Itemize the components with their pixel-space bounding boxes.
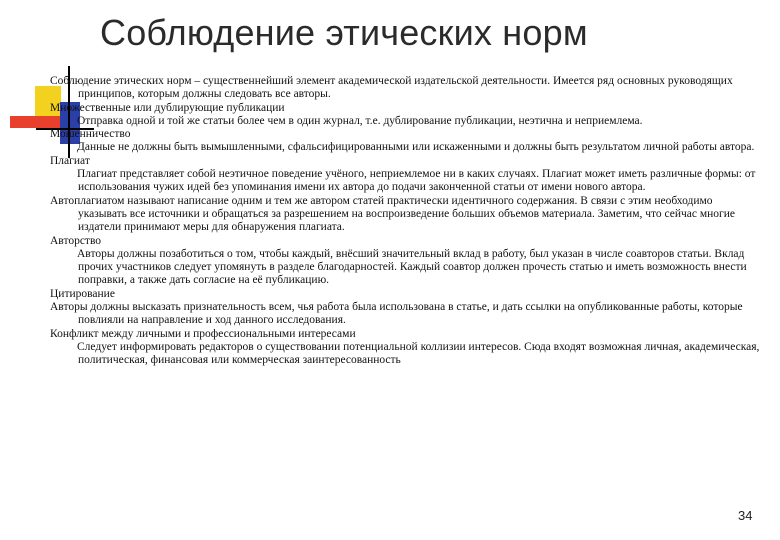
slide-body bbox=[50, 75, 762, 368]
paragraph-plagiarism: Плагиат представляет собой неэтичное поведение учёного, неприемлемое ни в каких случаях. Плагиат может иметь различные формы: от использования чужих идей без упоминания имени их автора до подачи законченной статьи от имени нового автора. bbox=[77, 168, 756, 194]
paragraph-self-plagiarism: Автоплагиатом называют написание одним и тем же автором статей практически идентичного содержания. В связи с этим необходимо указывать все источники и обращаться за разрешением на воспроизведение больших объемов материала. Заметим, что сейчас многие издатели принимают меры для обнаружения плагиата. bbox=[50, 194, 736, 234]
paragraph-fraud: Данные не должны быть вымышленными, сфальсифицированными или искаженными и должны быть результатом личной работы автора. bbox=[77, 141, 755, 154]
heading-conflict-of-interest: Конфликт между личными и профессиональными интересами bbox=[50, 327, 356, 340]
slide-title: Соблюдение этических норм bbox=[100, 12, 588, 53]
paragraph-citation: Авторы должны высказать признательность всем, чья работа была использована в статье, и дать ссылки на опубликованные работы, которые повлияли на направление и ход данного исследования. bbox=[50, 301, 743, 327]
paragraph-authorship: Авторы должны позаботиться о том, чтобы каждый, внёсший значительный вклад в работу, был указан в числе соавторов статьи. Вклад прочих участников следует упомянуть в разделе благодарностей. Каждый соавтор должен прочесть статью и иметь возможность внести поправки, а также дать согласие на её публикацию. bbox=[77, 247, 747, 287]
page-number: 34 bbox=[738, 508, 753, 523]
paragraph-duplicate-publications: Отправка одной и той же статьи более чем в один журнал, т.е. дублирование публикации, неэтична и неприемлема. bbox=[77, 114, 643, 127]
paragraph-conflict-of-interest: Следует информировать редакторов о существовании потенциальной коллизии интересов. Сюда входят возможная личная, академическая, политическая, финансовая или коммерческая заинтересованность bbox=[77, 340, 760, 367]
heading-authorship: Авторство bbox=[50, 234, 102, 247]
heading-duplicate-publications: Множественные или дублирующие публикации bbox=[50, 101, 285, 114]
paragraph-intro: Соблюдение этических норм – существеннейший элемент академической издательской деятельности. Имеется ряд основных руководящих принципов, которым должны следовать все авторы. bbox=[50, 75, 733, 101]
heading-plagiarism: Плагиат bbox=[50, 154, 90, 167]
heading-fraud: Мошенничество bbox=[50, 128, 131, 141]
heading-citation: Цитирование bbox=[50, 287, 115, 300]
